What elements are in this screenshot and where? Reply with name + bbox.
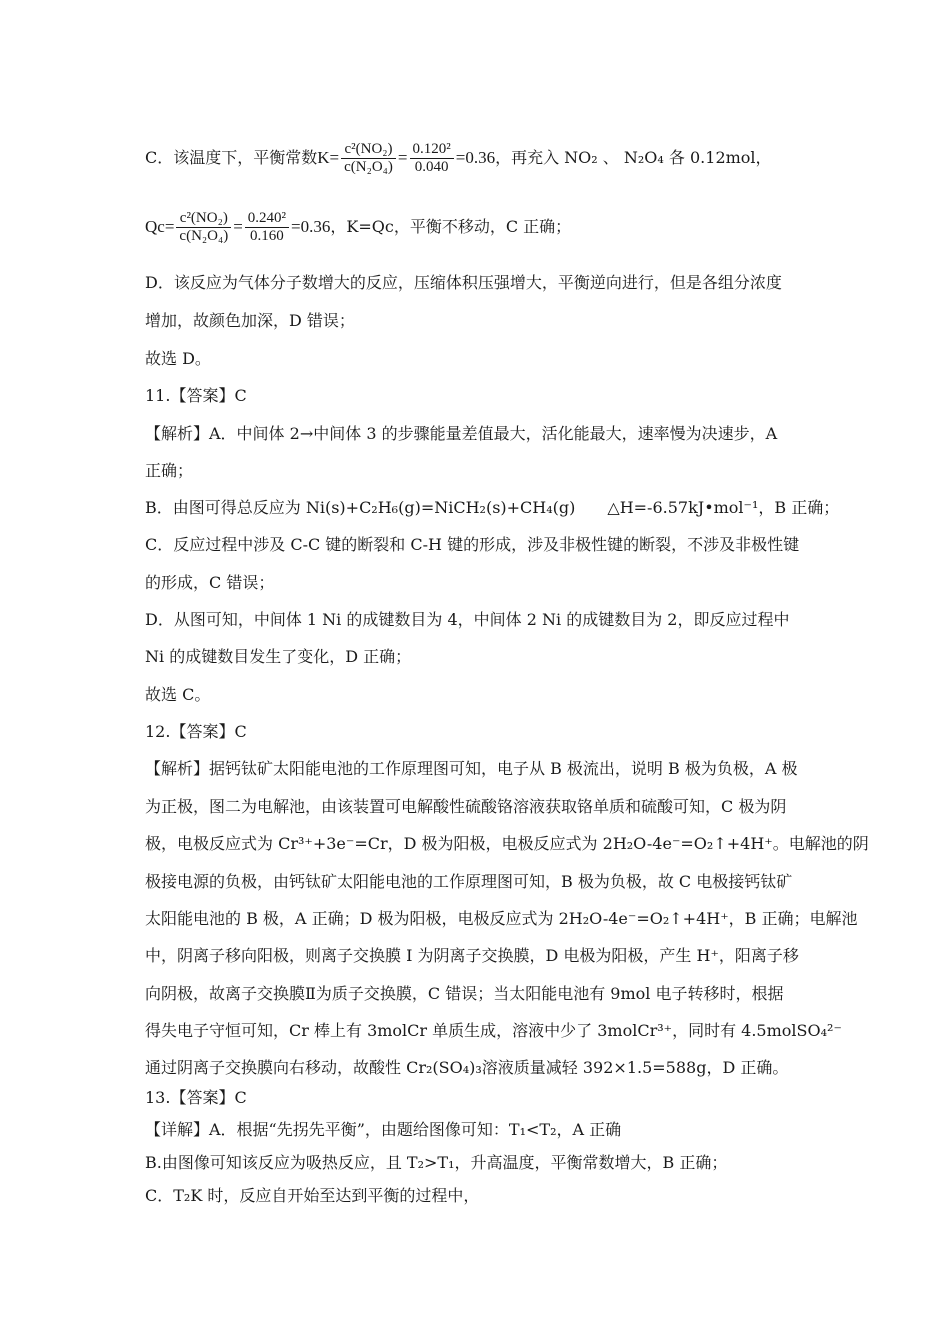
k-value-fraction: $\frac{\text{0.120²}}{0.040}$	[410, 141, 454, 176]
text-line: 故选 C。	[145, 685, 211, 704]
qc-result: =0.36	[291, 217, 331, 236]
text-line: 极接电源的负极，由钙钛矿太阳能电池的工作原理图可知，B 极为负极，故 C 电极接钙钛矿	[145, 872, 793, 891]
k-equals: =	[397, 148, 408, 167]
text-line: 为正极，图二为电解池，由该装置可电解酸性硫酸铬溶液获取铬单质和硫酸可知，C 极为阴	[145, 797, 787, 816]
text-line: 【解析】A．中间体 2→中间体 3 的步骤能量差值最大，活化能最大，速率慢为决速步，A	[145, 424, 778, 443]
answer-heading: 13.【答案】C	[145, 1088, 247, 1107]
text-line: D．该反应为气体分子数增大的反应，压缩体积压强增大，平衡逆向进行，但是各组分浓度	[145, 273, 782, 292]
text-line: 向阴极，故离子交换膜Ⅱ为质子交换膜，C 错误；当太阳能电池有 9mol 电子转移时，根据	[145, 984, 784, 1003]
text-line: 故选 D。	[145, 349, 211, 368]
text-line: 太阳能电池的 B 极，A 正确；D 极为阳极，电极反应式为 2H₂O-4e⁻=O₂↑+4H⁺，B 正确；电解池	[145, 909, 858, 928]
text-line: 【解析】据钙钛矿太阳能电池的工作原理图可知，电子从 B 极流出，说明 B 极为负极，A 极	[145, 759, 798, 778]
text-line: B.由图像可知该反应为吸热反应，且 T₂>T₁，升高温度，平衡常数增大，B 正确；	[145, 1153, 728, 1172]
text-line: 中，阴离子移向阳极，则离子交换膜 I 为阴离子交换膜，D 电极为阳极，产生 H⁺，阳离子移	[145, 946, 799, 965]
text-line: 的形成，C 错误；	[145, 573, 275, 592]
answer-heading: 11.【答案】C	[145, 386, 247, 405]
k-label: K=	[317, 148, 340, 167]
text-line: 极，电极反应式为 Cr³⁺+3e⁻=Cr，D 极为阳极，电极反应式为 2H₂O-4e⁻=O₂↑+4H⁺。电解池的阴	[145, 834, 869, 853]
text-line: B．由图可得总反应为 Ni(s)+C₂H₆(g)=NiCH₂(s)+CH₄(g) △H=-6.57kJ•mol⁻¹，B 正确；	[145, 498, 840, 517]
text-line: 正确；	[145, 461, 194, 480]
k-expression-line	[145, 138, 810, 178]
text-line: C．反应过程中涉及 C-C 键的断裂和 C-H 键的形成，涉及非极性键的断裂，不涉及非极性键	[145, 535, 800, 554]
qc-suffix: ，K=Qc，平衡不移动，C 正确；	[330, 217, 572, 236]
qc-label: Qc=	[145, 217, 175, 236]
qc-equals: =	[233, 217, 243, 236]
c-prefix: C．该温度下，平衡常数	[145, 148, 318, 167]
qc-value-fraction: $\frac{\text{0.240²}}{0.160}$	[245, 210, 289, 245]
text-line: 【详解】A．根据“先拐先平衡”，由题给图像可知：T₁<T₂，A 正确	[145, 1120, 622, 1139]
text-line: C．T₂K 时，反应自开始至达到平衡的过程中，	[145, 1186, 480, 1205]
answer-heading: 12.【答案】C	[145, 722, 247, 741]
k-result: =0.36	[455, 148, 496, 167]
text-line: 增加，故颜色加深，D 错误；	[145, 311, 355, 330]
k-fraction: $\frac{\text{c²(NO₂)}}{\text{c(N₂O₄)}}$	[341, 141, 396, 176]
qc-expression-line	[145, 207, 810, 247]
k-suffix: ，再充入 NO₂ 、 N₂O₄ 各 0.12mol，	[495, 148, 772, 167]
qc-fraction: $\frac{\text{c²(NO₂)}}{\text{c(N₂O₄)}}$	[176, 210, 231, 245]
text-line: 得失电子守恒可知，Cr 棒上有 3molCr 单质生成，溶液中少了 3molCr³⁺，同时有 4.5molSO₄²⁻	[145, 1021, 842, 1040]
text-line: Ni 的成键数目发生了变化，D 正确；	[145, 647, 412, 666]
text-line: D．从图可知，中间体 1 Ni 的成键数目为 4，中间体 2 Ni 的成键数目为 2，即反应过程中	[145, 610, 790, 629]
text-line: 通过阴离子交换膜向右移动，故酸性 Cr₂(SO₄)₃溶液质量减轻 392×1.5=588g，D 正确。	[145, 1058, 789, 1077]
